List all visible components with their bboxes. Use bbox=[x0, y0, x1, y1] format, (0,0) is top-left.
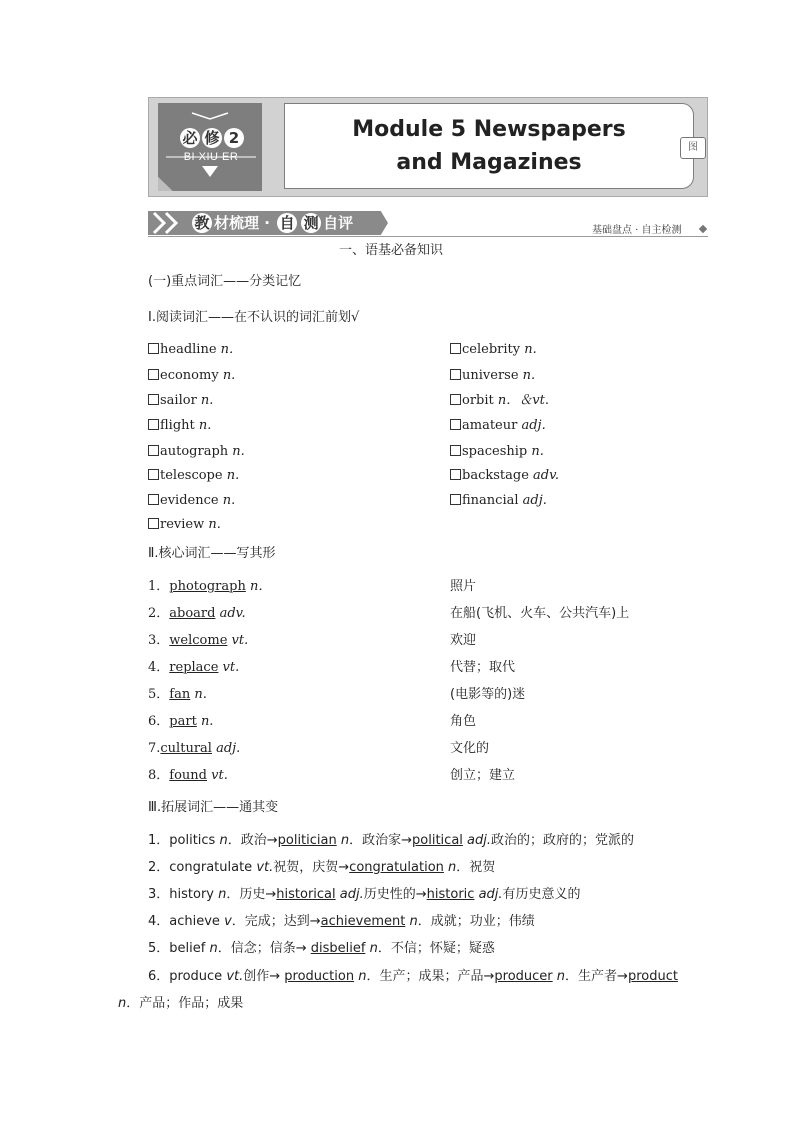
checkbox-icon bbox=[148, 394, 159, 405]
item-number: 2． bbox=[148, 606, 170, 621]
meaning: (电影等的)迷 bbox=[450, 687, 526, 702]
word-item bbox=[450, 418, 546, 434]
part-of-speech: n. bbox=[524, 342, 537, 357]
part-of-speech: n． bbox=[220, 342, 243, 357]
answer-blank: politician bbox=[277, 833, 337, 848]
text: 有历史意义的 bbox=[502, 887, 581, 902]
part-of-speech: n bbox=[340, 833, 350, 848]
meaning: 欢迎 bbox=[450, 633, 477, 648]
word: financial bbox=[462, 493, 519, 508]
checkbox-icon bbox=[450, 369, 461, 380]
sub-heading: (一)重点词汇——分类记忆 bbox=[148, 274, 302, 289]
part-of-speech: n bbox=[218, 887, 227, 902]
item-number: 3． bbox=[148, 633, 170, 648]
derivation-row bbox=[148, 969, 678, 985]
answer-blank: product bbox=[627, 969, 678, 984]
answer-blank: historic bbox=[426, 887, 475, 902]
text: 6．produce bbox=[148, 969, 227, 984]
part2-title: Ⅱ.核心词汇——写其形 bbox=[148, 546, 276, 561]
part-of-speech: n． bbox=[249, 579, 272, 594]
word: review bbox=[160, 517, 205, 532]
word: economy bbox=[160, 368, 219, 383]
checkbox-icon bbox=[148, 343, 159, 354]
section-title-char: 自 bbox=[277, 213, 297, 233]
word-item bbox=[450, 368, 535, 384]
checkbox-icon bbox=[450, 394, 461, 405]
section-title-text: 自评 bbox=[323, 214, 354, 232]
text: ．生产者→ bbox=[565, 969, 628, 984]
word: backstage bbox=[462, 468, 529, 483]
part-of-speech: n bbox=[409, 914, 418, 929]
part-of-speech: n．＆vt. bbox=[497, 393, 549, 408]
badge-char: 2 bbox=[224, 128, 244, 148]
item-number: 6． bbox=[148, 714, 170, 729]
part-of-speech: n. bbox=[194, 687, 207, 702]
word-item bbox=[450, 493, 547, 509]
answer-blank: producer bbox=[494, 969, 553, 984]
answer-blank: found bbox=[169, 768, 207, 783]
word-item bbox=[148, 517, 221, 533]
section-title-text: 材梳理 · bbox=[214, 214, 276, 232]
badge-char: 修 bbox=[202, 128, 222, 148]
diamond-icon bbox=[699, 225, 707, 233]
answer-blank: production bbox=[284, 969, 355, 984]
word-item bbox=[148, 468, 239, 484]
answer-blank: replace bbox=[169, 660, 219, 675]
part-of-speech: n. bbox=[200, 714, 214, 729]
word-item bbox=[450, 444, 544, 460]
badge-chevron-icon bbox=[190, 112, 230, 120]
vocab-row bbox=[148, 606, 246, 622]
checkbox-icon bbox=[148, 369, 159, 380]
checkbox-icon bbox=[450, 469, 461, 480]
part-of-speech: n bbox=[358, 969, 367, 984]
item-number: 8． bbox=[148, 768, 170, 783]
part-of-speech: adj. bbox=[478, 887, 503, 902]
text: 政治的；政府的；党派的 bbox=[491, 833, 635, 848]
word: amateur bbox=[462, 418, 518, 433]
vocab-row bbox=[148, 633, 248, 649]
answer-blank: photograph bbox=[169, 579, 246, 594]
word: spaceship bbox=[462, 444, 528, 459]
title-line-1: Module 5 Newspapers bbox=[352, 117, 626, 142]
meaning: 代替；取代 bbox=[450, 660, 516, 675]
word: headline bbox=[160, 342, 217, 357]
word: telescope bbox=[160, 468, 223, 483]
section-chevron-icon bbox=[150, 211, 190, 235]
answer-blank: achievement bbox=[320, 914, 406, 929]
section-title bbox=[190, 212, 353, 234]
word: evidence bbox=[160, 493, 219, 508]
part-of-speech: n bbox=[118, 996, 127, 1011]
vocab-row bbox=[148, 741, 240, 757]
word: celebrity bbox=[462, 342, 521, 357]
derivation-row bbox=[148, 860, 495, 876]
part-of-speech: n bbox=[448, 860, 457, 875]
text: ．信念；信条→ bbox=[217, 941, 311, 956]
derivation-row bbox=[118, 996, 243, 1012]
item-number: 7. bbox=[148, 741, 161, 756]
word-item bbox=[148, 368, 235, 384]
part-of-speech: adj. bbox=[467, 833, 492, 848]
part-of-speech: vt. bbox=[222, 660, 240, 675]
checkbox-icon bbox=[450, 445, 461, 456]
answer-blank: disbelief bbox=[310, 941, 366, 956]
answer-blank: historical bbox=[276, 887, 336, 902]
meaning: 照片 bbox=[450, 579, 477, 594]
answer-blank: congratulation bbox=[349, 860, 444, 875]
text: 历史性的→ bbox=[363, 887, 427, 902]
part-of-speech: n. bbox=[226, 468, 240, 483]
part-of-speech: n. bbox=[522, 368, 536, 383]
text: ．历史→ bbox=[226, 887, 277, 902]
text: ．不信；怀疑；疑惑 bbox=[377, 941, 495, 956]
vocab-row bbox=[148, 687, 207, 703]
main-heading: 一、语基必备知识 bbox=[339, 243, 444, 258]
word: sailor bbox=[160, 393, 197, 408]
part1-title: Ⅰ.阅读词汇——在不认识的词汇前划√ bbox=[148, 310, 360, 325]
item-number: 5． bbox=[148, 687, 170, 702]
part-of-speech: vt. bbox=[256, 860, 274, 875]
part-of-speech: n. bbox=[208, 517, 221, 532]
text: 4．achieve bbox=[148, 914, 225, 929]
answer-blank: aboard bbox=[169, 606, 216, 621]
text: ．政治→ bbox=[227, 833, 278, 848]
part-of-speech: n. bbox=[200, 393, 214, 408]
meaning: 在船(飞机、火车、公共汽车)上 bbox=[450, 606, 630, 621]
title-line-2: and Magazines bbox=[396, 150, 582, 175]
text: ．完成；达到→ bbox=[231, 914, 321, 929]
vocab-row bbox=[148, 660, 239, 676]
part-of-speech: vt. bbox=[226, 969, 244, 984]
text: 5．belief bbox=[148, 941, 210, 956]
text: 2．congratulate bbox=[148, 860, 257, 875]
word-item bbox=[148, 444, 245, 460]
vocab-row bbox=[148, 579, 271, 595]
answer-blank: part bbox=[169, 714, 197, 729]
answer-blank: political bbox=[412, 833, 463, 848]
section-title-char: 教 bbox=[192, 213, 212, 233]
part-of-speech: adv. bbox=[533, 468, 560, 483]
item-number: 1． bbox=[148, 579, 170, 594]
part-of-speech: n bbox=[219, 833, 228, 848]
part-of-speech: vt. bbox=[231, 633, 249, 648]
part-of-speech: n bbox=[369, 941, 378, 956]
text: ．成就；功业；伟绩 bbox=[417, 914, 535, 929]
part3-title: Ⅲ.拓展词汇——通其变 bbox=[148, 800, 279, 815]
part-of-speech: n. bbox=[222, 493, 236, 508]
text: ．产品；作品；成果 bbox=[126, 996, 244, 1011]
checkbox-icon bbox=[450, 343, 461, 354]
section-subtitle: 基础盘点 · 自主检测 bbox=[592, 225, 682, 236]
part-of-speech: n. bbox=[531, 444, 544, 459]
meaning: 角色 bbox=[450, 714, 477, 729]
word-item bbox=[148, 393, 213, 409]
page-title bbox=[284, 113, 694, 179]
part-of-speech: n. bbox=[232, 444, 245, 459]
word: flight bbox=[160, 418, 195, 433]
part-of-speech: adj. bbox=[339, 887, 364, 902]
meaning: 文化的 bbox=[450, 741, 490, 756]
badge-title bbox=[172, 128, 252, 148]
text: 创作→ bbox=[243, 969, 285, 984]
text: 3．history bbox=[148, 887, 219, 902]
part-of-speech: n bbox=[556, 969, 566, 984]
part-of-speech: n. bbox=[222, 368, 236, 383]
word-item bbox=[148, 418, 211, 434]
text: ．生产；成果；产品→ bbox=[366, 969, 495, 984]
answer-blank: cultural bbox=[160, 741, 212, 756]
checkbox-icon bbox=[450, 494, 461, 505]
part-of-speech: adj. bbox=[216, 741, 241, 756]
badge-down-arrow-icon bbox=[202, 166, 218, 177]
vocab-row bbox=[148, 714, 213, 730]
badge-char: 必 bbox=[180, 128, 200, 148]
meaning: 创立；建立 bbox=[450, 768, 516, 783]
part-of-speech: vt. bbox=[211, 768, 228, 783]
derivation-row bbox=[148, 914, 535, 930]
word: orbit bbox=[462, 393, 494, 408]
word-item bbox=[450, 468, 559, 484]
word: autograph bbox=[160, 444, 229, 459]
part-of-speech: adv. bbox=[219, 606, 246, 621]
part-of-speech: adj. bbox=[521, 418, 546, 433]
section-divider bbox=[148, 236, 708, 237]
part-of-speech: n. bbox=[198, 418, 212, 433]
section-title-char: 测 bbox=[301, 213, 321, 233]
checkbox-icon bbox=[450, 419, 461, 430]
checkbox-icon bbox=[148, 494, 159, 505]
checkbox-icon bbox=[148, 469, 159, 480]
derivation-row bbox=[148, 833, 634, 849]
word-item bbox=[450, 342, 537, 358]
word-item bbox=[148, 342, 242, 358]
text: 祝贺，庆贺→ bbox=[273, 860, 350, 875]
answer-blank: fan bbox=[169, 687, 191, 702]
part-of-speech: v bbox=[224, 914, 232, 929]
part-of-speech: adj. bbox=[522, 493, 547, 508]
word: universe bbox=[462, 368, 519, 383]
text: 1．politics bbox=[148, 833, 220, 848]
item-number: 4． bbox=[148, 660, 170, 675]
derivation-row bbox=[148, 887, 581, 903]
derivation-row bbox=[148, 941, 495, 957]
checkbox-icon bbox=[148, 518, 159, 529]
checkbox-icon bbox=[148, 419, 159, 430]
text: ．政治家→ bbox=[349, 833, 413, 848]
badge-pinyin: BI XIU ER bbox=[183, 151, 239, 163]
word-item bbox=[450, 393, 549, 409]
checkbox-icon bbox=[148, 445, 159, 456]
part-of-speech: n bbox=[209, 941, 218, 956]
library-icon: 图 bbox=[680, 137, 706, 159]
text: ．祝贺 bbox=[456, 860, 496, 875]
answer-blank: welcome bbox=[169, 633, 228, 648]
vocab-row bbox=[148, 768, 228, 784]
word-item bbox=[148, 493, 235, 509]
